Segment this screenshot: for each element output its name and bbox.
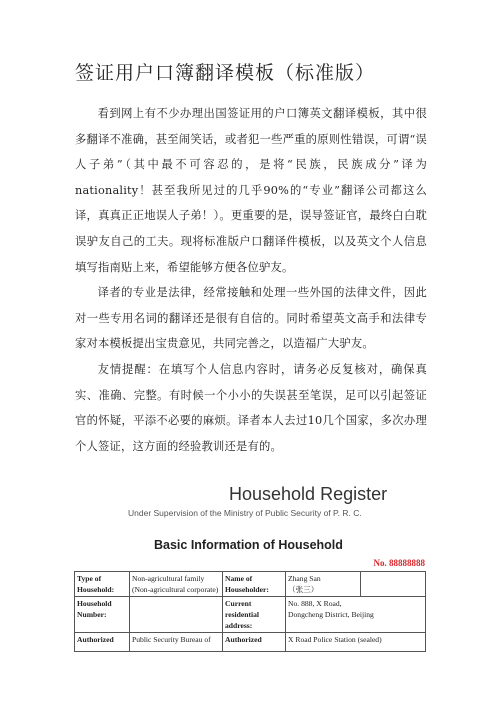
page-title: 签证用户口簿翻译模板（标准版） — [75, 62, 376, 84]
table-cell: Household Number: — [75, 597, 130, 633]
table-cell: Current residential address: — [223, 597, 286, 633]
table-cell: Zhang San （张三） — [286, 572, 361, 597]
table-row — [75, 633, 426, 652]
paragraph-intro: 看到网上有不少办理出国签证用的户口簿英文翻译模板，其中很多翻译不准确，甚至闹笑话，或者犯一些严重的原则性错误，可谓“误人子弟”（其中最不可容忍的，是将“民族，民族成分”译为nationality！甚至我所见过的几乎90%的“专业”翻译公司都这么译，真真正正地误人子弟！）。更重要的是，误导签证官，最终白白耽误驴友自己的工夫。现将标准版户口翻译件模板，以及英文个人信息填写指南贴上来，希望能够方便各位驴友。 — [75, 107, 427, 274]
table-row — [75, 572, 426, 597]
household-register-title: Household Register — [229, 484, 388, 504]
paragraph-reminder: 友情提醒：在填写个人信息内容时，请务必反复核对，确保真实、准确、完整。有时候一个小小的失误甚至笔误，足可以引起签证官的怀疑，平添不必要的麻烦。译者本人去过10几个国家，多次办理个人签证，这方面的经验教训还是有的。 — [75, 362, 427, 453]
table-cell: Authorized — [223, 633, 286, 652]
household-info-table — [74, 571, 426, 652]
register-number: No. 88888888 — [373, 558, 425, 568]
table-row — [75, 597, 426, 633]
table-cell: Authorized — [75, 633, 130, 652]
paragraph-translator: 译者的专业是法律，经常接触和处理一些外国的法律文件，因此对一些专用名词的翻译还是很有自信的。同时希望英文高手和法律专家对本模板提出宝贵意见，共同完善之，以造福广大驴友。 — [75, 286, 427, 351]
body-text — [75, 101, 427, 459]
table-cell: Public Security Bureau of — [130, 633, 223, 652]
table-cell: Non-agricultural family (Non-agricultural corporate) — [130, 572, 223, 597]
household-register-subtitle: Under Supervision of the Ministry of Public Security of P. R. C. — [128, 508, 362, 518]
table-cell: No. 888, X Road, Dongcheng District, Beijing — [286, 597, 426, 633]
table-cell — [130, 597, 223, 633]
table-cell: Name of Householder: — [223, 572, 286, 597]
table-cell — [361, 572, 426, 597]
basic-info-heading: Basic Information of Household — [154, 538, 343, 552]
table-cell: Type of Household: — [75, 572, 130, 597]
table-cell: X Road Police Station (sealed) — [286, 633, 426, 652]
